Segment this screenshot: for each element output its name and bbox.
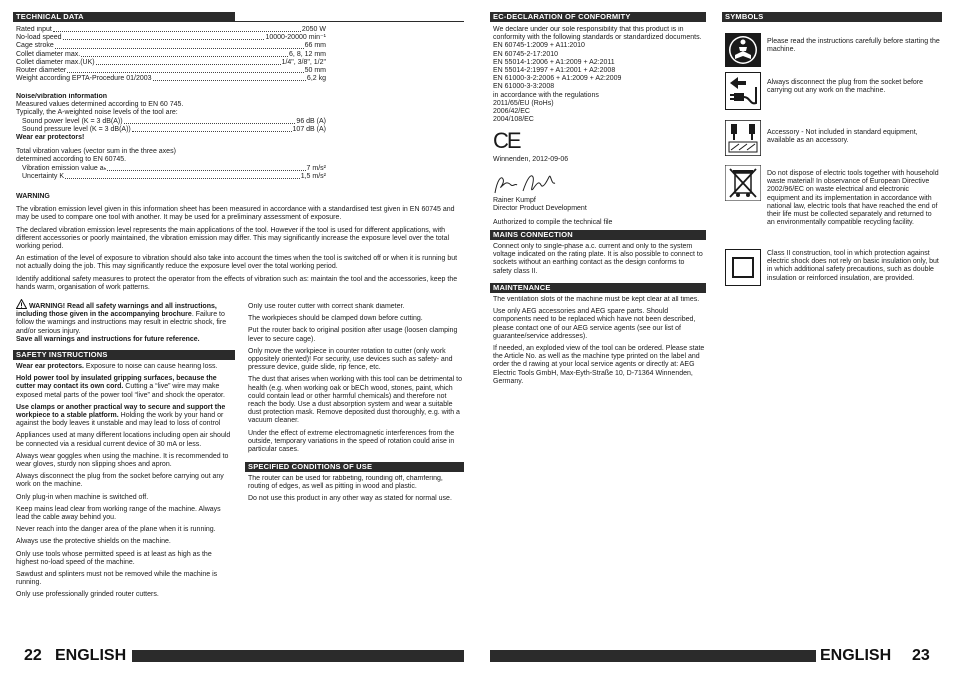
warning-title: WARNING xyxy=(16,193,50,200)
leader-dots xyxy=(81,51,288,57)
maintenance-block xyxy=(493,296,705,390)
ec-standard: EN 61000-3-3:2008 xyxy=(493,83,555,91)
technical-data-block xyxy=(16,26,326,83)
router-para: Only use router cutter with correct shank diameter. xyxy=(248,303,405,310)
row-value: 1/4", 3/8", 1/2" xyxy=(281,58,326,66)
safety-warning-rest: . Failure to follow the warnings and instructions may result in electric shock, fire and/or serious injury. xyxy=(16,311,227,335)
mains-connection-block xyxy=(493,243,705,276)
warning-para: The vibration emission level given in this information sheet has been measured in accordance with a standardised test given in EN 60745 and may be used to compare one tool with another. It may be used for a preliminary assessment of exposure. xyxy=(16,206,455,222)
spec-para: The router can be used for rabbeting, rounding off, chamfering, routing of edges, as well as pitting in wood and plastic. xyxy=(248,475,443,491)
warning-para: The declared vibration emission level represents the main applications of the tool. However if the tool is used for different applications, with different accessories or poorly maintained, the vibration emission may differ. This may significantly increase the exposure level over the total working period. xyxy=(16,226,450,251)
safety-warning xyxy=(16,299,232,344)
weee-bin-icon xyxy=(725,165,761,201)
class-ii-icon xyxy=(725,249,761,286)
data-row xyxy=(16,51,326,59)
safety-instructions-block xyxy=(16,363,232,604)
signature-image xyxy=(493,171,705,197)
router-para: The dust that arises when working with this tool can be detrimental to health (e.g. when working oak or bECh wood, stones, paint, which could contain lead or other harmful chemicals) and therefore not reach the body. Use a dust absorption system and wear a suitable dust protection mask. Remove deposited dust thoroughly, e.g. with a vacuum cleaner. xyxy=(248,376,462,425)
safety-instructions-header: SAFETY INSTRUCTIONS xyxy=(13,350,235,360)
left-language: ENGLISH xyxy=(55,647,127,664)
safety-warning-block xyxy=(16,299,232,348)
vibration-line: determined according to EN 60745. xyxy=(16,156,127,164)
ec-standard: EN 61000-3-2:2006 + A1:2009 + A2:2009 xyxy=(493,75,622,83)
data-row xyxy=(16,34,326,42)
safety-para: Always disconnect the plug from the socket before carrying out any work on the machine. xyxy=(16,473,224,489)
ec-standard: EN 55014-1:2006 + A1:2009 + A2:2011 xyxy=(493,58,615,66)
warning-block xyxy=(16,193,462,296)
leader-dots xyxy=(124,118,296,124)
specified-conditions-header: SPECIFIED CONDITIONS OF USE xyxy=(245,462,464,472)
ec-date: Winnenden, 2012-09-06 xyxy=(493,156,569,164)
maintenance-para: Use only AEG accessories and AEG spare parts. Should components need to be replaced which have not been described, please contact one of our AEG service agents (see our list of guarantee/service addresses). xyxy=(493,308,696,340)
maintenance-header: MAINTENANCE xyxy=(490,283,706,293)
leader-dots xyxy=(55,42,304,48)
signatory-role: Director Product Development xyxy=(493,204,587,212)
row-label: Rated input xyxy=(16,26,52,33)
data-row xyxy=(22,126,326,134)
data-row xyxy=(16,59,326,67)
row-value: 10000-20000 min⁻¹ xyxy=(265,34,326,42)
symbol-text-unplug: Always disconnect the plug from the socket before carrying out any work on the machine. xyxy=(767,79,924,95)
safety-para: Only use professionally grinded router cutters. xyxy=(16,591,159,599)
row-value: 50 mm xyxy=(304,67,326,75)
ec-standard: 2011/65/EU (RoHs) xyxy=(493,99,554,107)
data-row xyxy=(16,75,326,83)
symbol-text-read-manual: Please read the instructions carefully before starting the machine. xyxy=(767,38,940,54)
router-instructions-block xyxy=(248,303,462,458)
ce-mark: CE xyxy=(493,128,520,154)
right-language: ENGLISH xyxy=(820,647,892,664)
row-label: Weight according EPTA-Procedure 01/2003 xyxy=(16,75,152,83)
right-page-number: 23 xyxy=(912,647,930,664)
wear-ear-protectors: Wear ear protectors! xyxy=(16,134,85,142)
row-label: Collet diameter max.(UK) xyxy=(16,58,95,66)
ec-standard: 2004/108/EC xyxy=(493,116,534,124)
safety-para: Use clamps or another practical way to secure and support the workpiece to a stable platform. Holding the work by your hand or against the body leaves it unstable and may lead to loss of control xyxy=(16,403,226,428)
safety-para: Only plug-in when machine is switched off. xyxy=(16,493,149,501)
safety-para: Keep mains lead clear from working range of the machine. Always lead the cable away behind you. xyxy=(16,505,221,522)
left-page-number: 22 xyxy=(24,647,42,664)
safety-para: Hold power tool by insulated gripping surfaces, because the cutter may contact its own cord. Cutting a “live” wire may make exposed metal parts of the power tool “live” and shock the operator. xyxy=(16,375,225,399)
ec-standard: in accordance with the regulations xyxy=(493,91,599,99)
warning-para: Identify additional safety measures to protect the operator from the effects of vibration such as: maintain the tool and the accessories, keep the hands warm, organisation of work patterns. xyxy=(16,275,458,291)
router-para: Put the router back to original position after usage (loosen clamping lever to secure cage). xyxy=(248,327,458,343)
leader-dots xyxy=(53,26,301,32)
safety-para: Only use tools whose permitted speed is at least as high as the highest no-load speed of the machine. xyxy=(16,550,212,566)
noise-line: Typically, the A-weighted noise levels of the tool are: xyxy=(16,109,178,117)
row-value: 7 m/s² xyxy=(306,164,326,172)
mains-connection-header: MAINS CONNECTION xyxy=(490,230,706,240)
safety-para: Always use the protective shields on the machine. xyxy=(16,538,171,546)
spec-para: Do not use this product in any other way as stated for normal use. xyxy=(248,495,452,503)
signatory-name: Rainer Kumpf xyxy=(493,196,536,204)
safety-warning-bold: WARNING! Read all safety warnings and all instructions, including those given in the accompanying brochure xyxy=(16,303,217,319)
unplug-icon xyxy=(725,72,761,110)
symbol-text-accessory: Accessory - Not included in standard equipment, available as an accessory. xyxy=(767,129,918,145)
row-value: 96 dB (A) xyxy=(296,117,326,125)
specified-conditions-block xyxy=(248,475,462,508)
row-value: 6,2 kg xyxy=(306,75,326,83)
leader-dots xyxy=(63,34,265,40)
data-row xyxy=(16,42,326,50)
read-manual-icon xyxy=(725,33,761,67)
safety-para: Sawdust and splinters must not be removed while the machine is running. xyxy=(16,571,218,587)
leader-dots xyxy=(132,126,292,132)
header-rule xyxy=(235,21,464,22)
mains-text: Connect only to single-phase a.c. current and only to the system voltage indicated on the rating plate. It is also possible to connect to sockets without an earthing contact as the design conforms to safety class II. xyxy=(493,243,703,275)
row-value: 107 dB (A) xyxy=(292,125,326,133)
noise-title: Noise/vibration information xyxy=(16,93,108,100)
row-label: Router diameter xyxy=(16,67,67,75)
data-row xyxy=(22,118,326,126)
ec-standard: EN 55014-2:1997 + A1:2001 + A2:2008 xyxy=(493,67,616,75)
safety-save-note: Save all warnings and instructions for future reference. xyxy=(16,335,200,343)
symbols-header: SYMBOLS xyxy=(722,12,942,22)
ec-declaration-header: EC-DECLARATION OF CONFORMITY xyxy=(490,12,706,22)
ec-standard: EN 60745-2-17:2010 xyxy=(493,50,558,58)
accessory-icon xyxy=(725,120,761,156)
router-para: The workpieces should be clamped down before cutting. xyxy=(248,315,423,323)
maintenance-para: If needed, an exploded view of the tool can be ordered. Please state the Article No. as well as the machine type printed on the label and order the d rawing at your local service agents or directly at: AEG Electric Tools GmbH, Max-Eyth-Straße 10, D-71364 Winnenden, Germany. xyxy=(493,345,705,385)
safety-para: Appliances used at many different locations including open air should be connected via a residual current device of 30 mA or less. xyxy=(16,432,231,448)
ec-standard: 2006/42/EC xyxy=(493,108,530,116)
row-label: Sound pressure level (K = 3 dB(A)) xyxy=(22,125,131,133)
safety-para: Always wear goggles when using the machine. It is recommended to wear gloves, sturdy non slipping shoes and apron. xyxy=(16,452,229,469)
data-row xyxy=(22,165,326,173)
leader-dots xyxy=(96,59,281,65)
ec-intro: We declare under our sole responsibility that this product is in conformity with the following standards or standardized documents. xyxy=(493,26,702,42)
leader-dots xyxy=(153,75,306,81)
row-value: 6, 8, 12 mm xyxy=(289,50,326,58)
warning-para: An estimation of the level of exposure to vibration should also take into account the times when the tool is switched off or when it is running but not actually doing the job. This may significantly reduce the exposure level over the total working period. xyxy=(16,255,458,271)
left-footer-bar xyxy=(132,650,464,662)
leader-dots xyxy=(65,173,300,179)
technical-data-header: TECHNICAL DATA xyxy=(13,12,235,22)
ec-standard: EN 60745-1:2009 + A11:2010 xyxy=(493,42,585,50)
row-label: No-load speed xyxy=(16,34,62,42)
data-row xyxy=(22,173,326,181)
row-label: Sound power level (K = 3 dB(A)) xyxy=(22,117,123,125)
leader-dots xyxy=(67,67,303,73)
ec-declaration-block xyxy=(493,26,705,227)
row-label: Collet diameter max. xyxy=(16,50,81,58)
noise-line: Measured values determined according to EN 60 745. xyxy=(16,101,184,109)
row-label: Vibration emission value aₕ xyxy=(22,164,107,172)
safety-para: Wear ear protectors. Exposure to noise can cause hearing loss. xyxy=(16,363,218,370)
noise-block xyxy=(16,93,326,181)
row-label: Uncertainty K xyxy=(22,172,65,180)
router-para: Only move the workpiece in counter rotation to cutter (only work oppositely oriented)! For security, use devices such as safety- and pressure device, guide slide, rip fence, etc. xyxy=(248,347,453,372)
vibration-line: Total vibration values (vector sum in the three axes) xyxy=(16,148,176,156)
ec-authorized: Authorized to compile the technical file xyxy=(493,219,613,227)
row-value: 66 mm xyxy=(304,42,326,50)
data-row xyxy=(16,67,326,75)
symbol-text-class-ii: Class II construction, tool in which protection against electric shock does not rely on basic insulation only, but in which additional safety precautions, such as double insulation or reinforced insulation, are provided. xyxy=(767,250,939,282)
row-value: 1,5 m/s² xyxy=(300,172,326,180)
data-row xyxy=(16,26,326,34)
symbol-text-weee: Do not dispose of electric tools together with household waste material! In observance of European Directive 2002/96/EC on waste electrical and electronic equipment and its implementation in accordance with national law, electric tools that have reached the end of their life must be collected separately and returned to an environmentally compatible recycling facility. xyxy=(767,170,939,227)
right-footer-bar xyxy=(490,650,816,662)
row-label: Cage stroke xyxy=(16,42,54,50)
maintenance-para: The ventilation slots of the machine must be kept clear at all times. xyxy=(493,296,700,303)
leader-dots xyxy=(107,165,305,171)
row-value: 2050 W xyxy=(301,26,326,33)
warning-triangle-icon xyxy=(16,303,27,310)
router-para: Under the effect of extreme electromagnetic interferences from the outside, temporary variations in the speed of rotation could arise in particular cases. xyxy=(248,429,455,454)
safety-para: Never reach into the danger area of the plane when it is running. xyxy=(16,526,216,534)
